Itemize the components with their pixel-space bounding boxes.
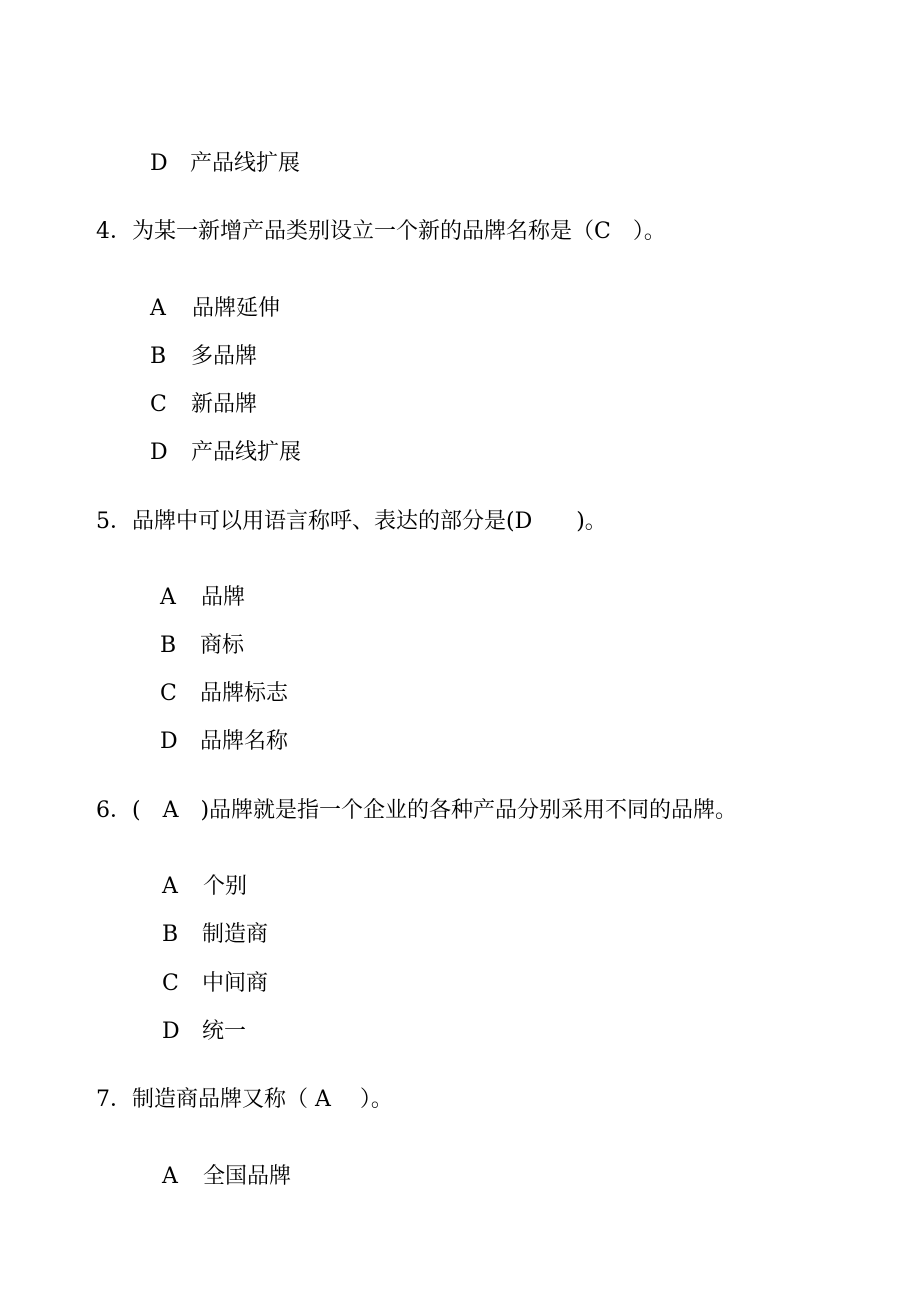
option-text: 新品牌 [190, 392, 257, 417]
option-text: 商标 [199, 633, 244, 658]
question-4-prompt: 4．为某一新增产品类别设立一个新的品牌名称是（C ）。 [96, 219, 666, 244]
option-letter: C [161, 971, 179, 996]
option-text: 品牌标志 [199, 681, 288, 706]
option-letter: B [149, 344, 167, 369]
q4-option-d [122, 411, 301, 495]
option-text: 统一 [201, 1019, 246, 1044]
option-letter: A [161, 874, 178, 899]
option-letter: B [161, 922, 179, 947]
option-letter: B [159, 633, 177, 658]
option-text: 多品牌 [190, 344, 257, 369]
option-letter: D [159, 729, 178, 754]
question-7-prompt: 7．制造商品牌又称（ A ）。 [96, 1087, 393, 1112]
option-letter: A [149, 296, 166, 321]
option-letter: D [149, 151, 168, 176]
question-6-prompt: 6．( A )品牌就是指一个企业的各种产品分别采用不同的品牌。 [96, 798, 738, 823]
option-letter: C [149, 392, 167, 417]
option-text: 品牌 [200, 585, 245, 610]
option-letter: C [159, 681, 177, 706]
q5-option-d [132, 700, 288, 784]
question-5-prompt: 5．品牌中可以用语言称呼、表达的部分是(D )。 [96, 509, 607, 534]
q6-option-d [134, 990, 246, 1074]
option-text: 产品线扩展 [190, 440, 301, 465]
option-text: 产品线扩展 [189, 151, 300, 176]
option-letter: A [159, 585, 176, 610]
option-text: 品牌名称 [199, 729, 288, 754]
option-text: 品牌延伸 [191, 296, 280, 321]
option-text: 全国品牌 [202, 1164, 291, 1189]
option-text: 个别 [202, 874, 247, 899]
option-letter: D [161, 1019, 180, 1044]
option-text: 制造商 [201, 922, 268, 947]
option-letter: D [149, 440, 168, 465]
option-fragment-d [122, 122, 300, 206]
option-text: 中间商 [201, 971, 268, 996]
q7-option-a [134, 1135, 291, 1219]
option-letter: A [161, 1164, 178, 1189]
